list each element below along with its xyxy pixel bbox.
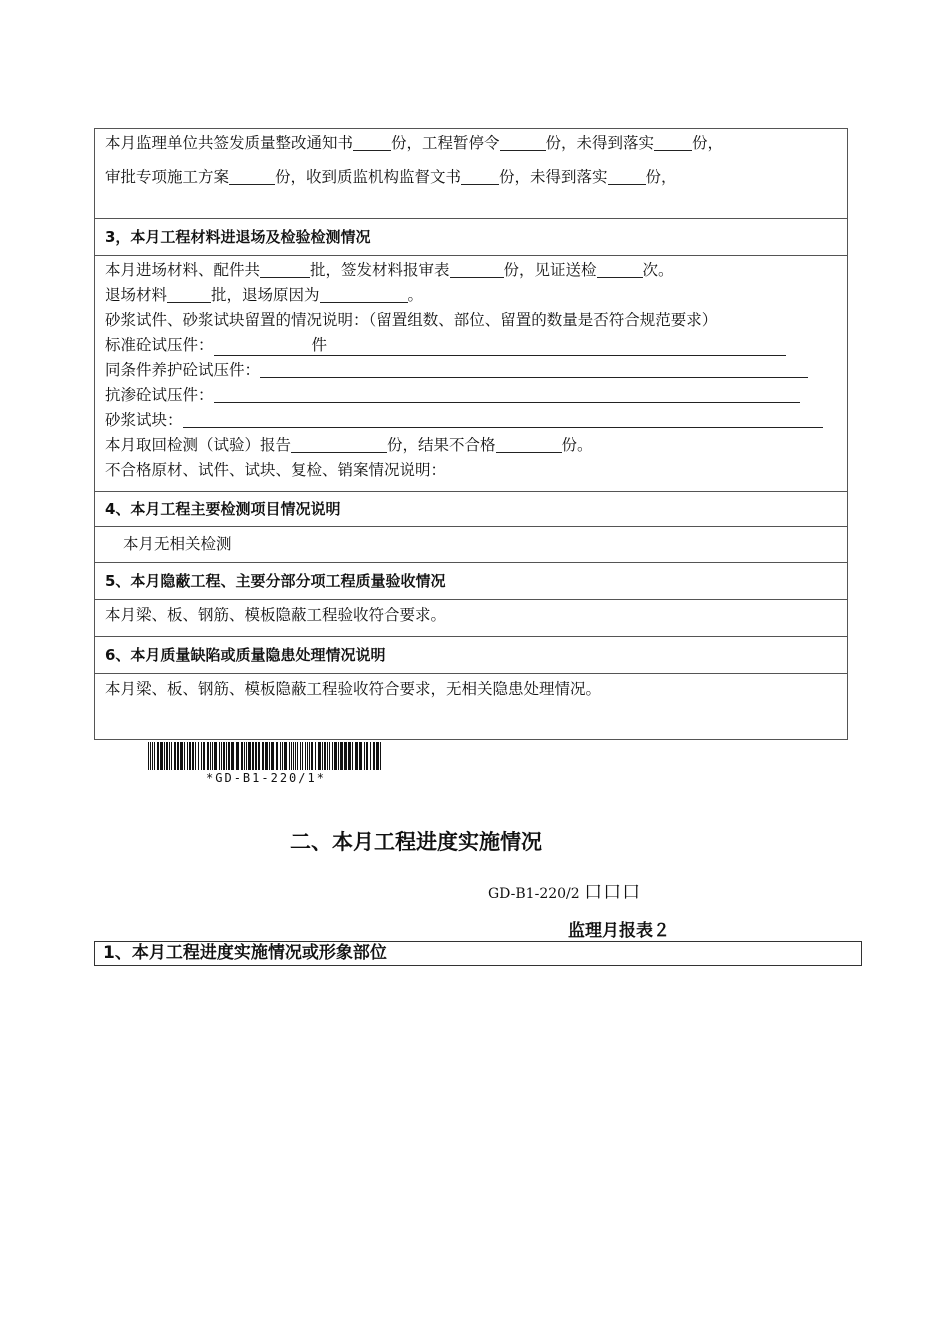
sec6-heading: 6、本月质量缺陷或质量隐患处理情况说明 (105, 646, 386, 664)
barcode-bar (157, 742, 159, 770)
blank-field[interactable] (214, 386, 800, 403)
barcode-bar (246, 742, 247, 770)
sec3-content-row (95, 256, 847, 492)
barcode-bar (309, 742, 310, 770)
barcode-bar (364, 742, 365, 770)
barcode-bar (284, 742, 287, 770)
sec6-content-row (95, 674, 847, 739)
blank-field[interactable] (353, 134, 391, 151)
barcode-bar (305, 742, 306, 770)
barcode-bar (189, 742, 191, 770)
sec5-content: 本月梁、板、钢筋、模板隐蔽工程验收符合要求。 (105, 606, 447, 624)
barcode-bar (265, 742, 268, 770)
text: 审批专项施工方案 (105, 168, 230, 186)
barcode-bar (221, 742, 222, 770)
text: 抗渗砼试压件： (105, 386, 214, 404)
blank-field[interactable] (461, 168, 499, 185)
barcode-bar (280, 742, 281, 770)
barcode-bar (180, 742, 183, 770)
barcode-bar (252, 742, 254, 770)
sec4-heading: 4、本月工程主要检测项目情况说明 (105, 500, 341, 518)
barcode-bar (380, 742, 381, 770)
text: 本月取回检测（试验）报告 (105, 436, 292, 454)
text: 。 (407, 286, 424, 304)
barcode-bar (152, 742, 153, 770)
barcode-bar (318, 742, 321, 770)
blank-field[interactable] (183, 411, 823, 428)
sec3-line-7 (105, 410, 823, 430)
blank-field[interactable] (167, 286, 211, 303)
barcode-bar (359, 742, 362, 770)
barcode-bar (177, 742, 179, 770)
barcode-bar (195, 742, 196, 770)
barcode-bar (241, 742, 243, 770)
quality-notice-line-1 (105, 133, 723, 153)
text: 本月监理单位共签发质量整改通知书 (105, 134, 354, 152)
sec3-line-4 (105, 335, 786, 356)
sec3-line-1 (105, 260, 674, 280)
blank-field[interactable] (496, 436, 562, 453)
sec6-content: 本月梁、板、钢筋、模板隐蔽工程验收符合要求，无相关隐患处理情况。 (105, 680, 602, 698)
blank-field[interactable] (229, 168, 275, 185)
barcode-bar (198, 742, 199, 770)
barcode-bar (366, 742, 368, 770)
sec5-heading: 5、本月隐蔽工程、主要分部分项工程质量验收情况 (105, 572, 446, 590)
barcode-bar (332, 742, 333, 770)
text: 次。 (642, 261, 674, 279)
text: 份， (692, 134, 724, 152)
text: 份，未得到落实 (545, 134, 655, 152)
blank-field[interactable] (500, 134, 546, 151)
barcode-bar (276, 742, 278, 770)
barcode-bar (297, 742, 298, 770)
barcode-bar (255, 742, 257, 770)
barcode-bar (214, 742, 217, 770)
barcode-bar (338, 742, 339, 770)
blank-field[interactable] (291, 436, 387, 453)
barcode-bar (219, 742, 220, 770)
barcode-bar (271, 742, 274, 770)
form-code-text: GD-B1-220/2 (488, 886, 580, 902)
checkbox-boxes: 口口口 (584, 882, 642, 903)
text: 同条件养护砼试压件： (105, 361, 261, 379)
barcode-bar (171, 742, 172, 770)
barcode-bar (307, 742, 308, 770)
sec3-line-6 (105, 385, 800, 405)
sec5-content-row (95, 600, 847, 637)
text: 批，签发材料报审表 (310, 261, 450, 279)
barcode-bar (324, 742, 326, 770)
barcode-bar (248, 742, 251, 770)
barcode-bar (236, 742, 239, 770)
barcode-bar (203, 742, 205, 770)
barcode-bar (184, 742, 185, 770)
text: 批，退场原因为 (211, 286, 320, 304)
blank-field[interactable] (608, 168, 646, 185)
text: 份，工程暂停令 (391, 134, 500, 152)
section-title: 二、本月工程进度实施情况 (290, 830, 542, 854)
text: 份， (645, 168, 677, 186)
sec5-heading-row (95, 563, 847, 600)
barcode-bar (166, 742, 168, 770)
blank-field[interactable] (597, 261, 643, 278)
barcode-bar (373, 742, 375, 770)
barcode-bar (187, 742, 188, 770)
text: 份，未得到落实 (499, 168, 608, 186)
barcode-bar (269, 742, 270, 770)
quality-report-table (94, 128, 848, 740)
barcode-bar (289, 742, 290, 770)
sec3-line-3: 砂浆试件、砂浆试块留置的情况说明：（留置组数、部位、留置的数量是否符合规范要求） (105, 311, 718, 329)
sec3-line-9: 不合格原材、试件、试块、复检、销案情况说明： (105, 461, 447, 479)
barcode-bar (154, 742, 155, 770)
report-label: 监理月报表２ (568, 921, 670, 941)
sec3-line-2 (105, 285, 423, 305)
barcode (146, 742, 386, 792)
sec3-heading: 3，本月工程材料进退场及检验检测情况 (105, 228, 371, 246)
barcode-bar (169, 742, 170, 770)
text: 标准砼试压件： (105, 336, 214, 354)
barcode-bar (329, 742, 330, 770)
barcode-bar (334, 742, 337, 770)
progress-row-1: 1、本月工程进度实施情况或形象部位 (103, 943, 387, 963)
barcode-bar (293, 742, 294, 770)
sec4-heading-row (95, 492, 847, 527)
barcode-bar (207, 742, 209, 770)
barcode-bar (376, 742, 379, 770)
barcode-bar (231, 742, 234, 770)
barcode-bar (150, 742, 151, 770)
blank-field[interactable] (260, 261, 310, 278)
barcode-bar (228, 742, 230, 770)
barcode-bar (226, 742, 227, 770)
barcode-bar (282, 742, 283, 770)
sec4-content: 本月无相关检测 (123, 535, 232, 553)
barcode-bar (244, 742, 245, 770)
barcode-bar (302, 742, 303, 770)
blank-field[interactable] (214, 335, 786, 356)
text: 件 (311, 336, 328, 354)
barcode-bar (327, 742, 328, 770)
blank-field[interactable] (320, 286, 408, 303)
text: 份，见证送检 (503, 261, 597, 279)
barcode-bar (164, 742, 165, 770)
barcode-bar (258, 742, 260, 770)
text: 退场材料 (105, 286, 168, 304)
progress-table (94, 941, 862, 966)
form-code (488, 878, 641, 904)
barcode-bar (295, 742, 296, 770)
barcode-bar (355, 742, 358, 770)
text: 份。 (561, 436, 593, 454)
quality-notice-line-2 (105, 167, 677, 187)
barcode-bar (201, 742, 202, 770)
text: 份，结果不合格 (387, 436, 496, 454)
blank-field[interactable] (260, 361, 808, 378)
sec6-heading-row (95, 637, 847, 674)
barcode-bar (148, 742, 149, 770)
barcode-bar (344, 742, 347, 770)
barcode-bar (300, 742, 301, 770)
barcode-bar (210, 742, 211, 770)
barcode-bars (146, 742, 384, 770)
barcode-bar (212, 742, 213, 770)
barcode-bar (262, 742, 264, 770)
barcode-bar (291, 742, 292, 770)
barcode-bar (352, 742, 353, 770)
barcode-bar (370, 742, 371, 770)
barcode-bar (322, 742, 323, 770)
sec4-content-row (95, 527, 847, 563)
text: 份，收到质监机构监督文书 (275, 168, 462, 186)
sec3-line-5 (105, 360, 808, 380)
barcode-bar (311, 742, 313, 770)
barcode-bar (315, 742, 316, 770)
barcode-bar (340, 742, 343, 770)
quality-notice-row (95, 129, 847, 219)
sec3-line-8 (105, 435, 593, 455)
barcode-bar (223, 742, 225, 770)
barcode-text: *GD-B1-220/1* (206, 771, 326, 785)
barcode-bar (174, 742, 176, 770)
barcode-bar (160, 742, 163, 770)
blank-field[interactable] (654, 134, 692, 151)
barcode-bar (192, 742, 194, 770)
barcode-bar (348, 742, 351, 770)
blank-field[interactable] (450, 261, 504, 278)
text: 砂浆试块： (105, 411, 183, 429)
text: 本月进场材料、配件共 (105, 261, 261, 279)
sec3-heading-row (95, 219, 847, 256)
